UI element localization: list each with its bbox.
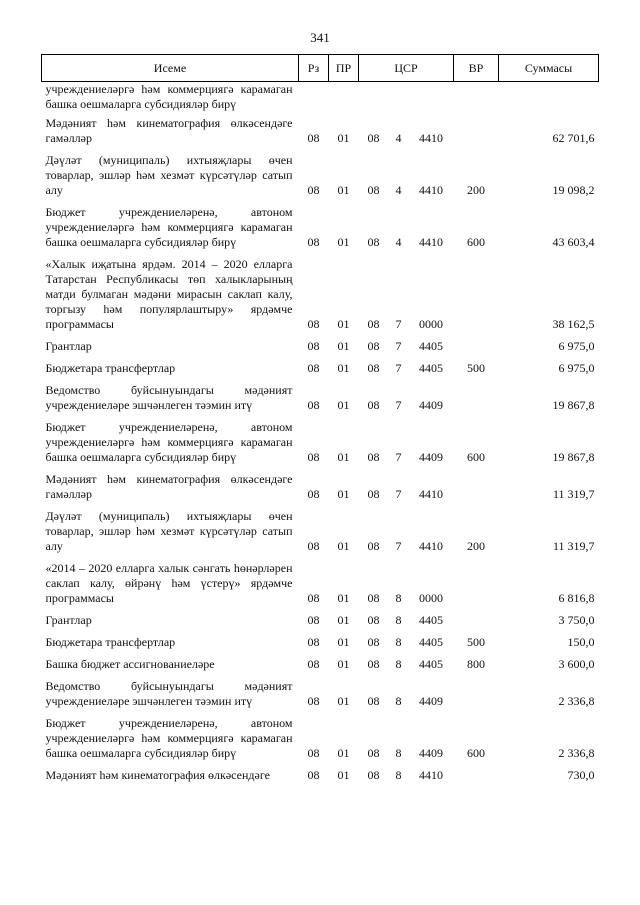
cell-csr-subprogram: 8 — [395, 635, 402, 649]
cell-name: «Халык иҗатына ярдәм. 2014 – 2020 елларга Татарстан Республикасы төп халыкларының матди булмаган мәдәни мирасын саклап калу, торгызу һәм популярлаштыру» ярдәмче программасы — [45, 257, 293, 331]
cell-vr: 200 — [467, 183, 486, 197]
cell-sum: 730,0 — [567, 768, 595, 782]
cell-csr-code: 0000 — [419, 317, 443, 331]
cell-csr-subprogram: 7 — [395, 317, 402, 331]
cell-name: Ведомство буйсынуындагы мәдәният учреждениеләре эшчәнлеген тәэмин итү — [45, 383, 293, 412]
cell-csr-code: 0000 — [419, 591, 443, 605]
cell-pr: 01 — [337, 635, 350, 649]
cell-csr-program: 08 — [367, 183, 380, 197]
cell-name: Бюджетара трансфертлар — [45, 361, 176, 375]
cell-name: Мәдәният һәм кинематография өлкәсендәге гамәлләр — [45, 116, 293, 145]
budget-table — [41, 54, 599, 786]
cell-csr-code: 4409 — [419, 694, 443, 708]
cell-csr-subprogram: 8 — [395, 768, 402, 782]
cell-name: Дәүләт (муниципаль) ихтыяҗлары өчен товарлар, эшләр һәм хезмәт күрсәтүләр сатып алу — [45, 153, 293, 197]
cell-name: Бюджет учреждениеләренә, автоном учреждениеләргә һәм коммерциягә карамаган башка оешмаларга субсидияләр бирү — [45, 716, 293, 760]
cell-csr-subprogram: 8 — [395, 591, 402, 605]
cell-pr: 01 — [337, 235, 350, 249]
cell-pr: 01 — [337, 487, 350, 501]
cell-sum: 38 162,5 — [552, 317, 595, 331]
cell-name: Бюджет учреждениеләренә, автоном учреждениеләргә һәм коммерциягә карамаган башка оешмаларга субсидияләр бирү — [45, 205, 293, 249]
table-row — [42, 82, 599, 113]
table-row — [42, 609, 599, 631]
cell-pr: 01 — [337, 613, 350, 627]
cell-csr-subprogram: 4 — [395, 183, 402, 197]
cell-sum: 19 098,2 — [552, 183, 595, 197]
cell-csr-code: 4405 — [419, 361, 443, 375]
cell-vr — [454, 335, 499, 357]
cell-csr-program: 08 — [367, 235, 380, 249]
cell-name: Грантлар — [45, 339, 92, 353]
cell-csr-code: 4410 — [419, 768, 443, 782]
cell-sum: 3 750,0 — [558, 613, 595, 627]
cell-name: «2014 – 2020 елларга халык сәнгать һөнәрләрен саклап калу, өйрәнү һәм үстерү» ярдәмче программасы — [45, 561, 293, 605]
cell-csr-program: 08 — [367, 591, 380, 605]
cell-csr-subprogram: 4 — [395, 131, 402, 145]
cell-name: Ведомство буйсынуындагы мәдәният учреждениеләре эшчәнлеген тәэмин итү — [45, 679, 293, 708]
cell-sum — [499, 82, 599, 113]
cell-rz: 08 — [307, 183, 320, 197]
cell-csr-program: 08 — [367, 657, 380, 671]
cell-name: Мәдәният һәм кинематография өлкәсендәге гамәлләр — [45, 472, 293, 501]
cell-vr — [454, 675, 499, 712]
header-rz: Рз — [299, 55, 329, 82]
cell-vr: 600 — [467, 746, 486, 760]
cell-rz: 08 — [307, 539, 320, 553]
cell-pr: 01 — [337, 657, 350, 671]
cell-csr-subprogram: 7 — [395, 487, 402, 501]
cell-pr: 01 — [337, 361, 350, 375]
cell-rz: 08 — [307, 746, 320, 760]
cell-pr: 01 — [337, 591, 350, 605]
cell-sum: 11 319,7 — [552, 539, 595, 553]
cell-vr — [454, 253, 499, 335]
cell-sum: 6 816,8 — [558, 591, 595, 605]
cell-pr: 01 — [337, 183, 350, 197]
cell-vr: 800 — [467, 657, 486, 671]
cell-sum: 19 867,8 — [552, 398, 595, 412]
cell-pr: 01 — [337, 317, 350, 331]
cell-rz: 08 — [307, 235, 320, 249]
header-csr: ЦСР — [359, 55, 454, 82]
table-row — [42, 149, 599, 201]
cell-vr — [454, 82, 499, 113]
cell-rz: 08 — [307, 398, 320, 412]
cell-name: Дәүләт (муниципаль) ихтыяҗлары өчен товарлар, эшләр һәм хезмәт күрсәтүләр сатып алу — [45, 509, 293, 553]
table-row — [42, 253, 599, 335]
cell-vr: 500 — [467, 361, 486, 375]
cell-sum: 150,0 — [567, 635, 595, 649]
cell-vr — [454, 557, 499, 609]
table-body — [42, 82, 599, 787]
cell-vr — [454, 764, 499, 786]
cell-vr — [454, 379, 499, 416]
cell-rz: 08 — [307, 694, 320, 708]
cell-rz: 08 — [307, 613, 320, 627]
cell-sum: 6 975,0 — [558, 361, 595, 375]
cell-csr-program: 08 — [367, 768, 380, 782]
cell-rz: 08 — [307, 635, 320, 649]
cell-csr-subprogram: 7 — [395, 450, 402, 464]
cell-sum: 6 975,0 — [558, 339, 595, 353]
cell-sum: 2 336,8 — [558, 694, 595, 708]
page-number: 341 — [310, 30, 330, 45]
table-row — [42, 201, 599, 253]
cell-csr-program: 08 — [367, 487, 380, 501]
cell-name: Грантлар — [45, 613, 92, 627]
cell-csr-subprogram: 7 — [395, 398, 402, 412]
cell-csr-code: 4409 — [419, 398, 443, 412]
cell-vr: 200 — [467, 539, 486, 553]
table-row — [42, 764, 599, 786]
cell-rz: 08 — [307, 339, 320, 353]
cell-name: Башка бюджет ассигнованиеләре — [45, 657, 215, 671]
header-pr: ПР — [329, 55, 359, 82]
cell-csr-subprogram: 8 — [395, 746, 402, 760]
table-row — [42, 631, 599, 653]
cell-csr-subprogram: 7 — [395, 339, 402, 353]
cell-csr-code: 4410 — [419, 183, 443, 197]
table-row — [42, 712, 599, 764]
table-row — [42, 379, 599, 416]
cell-rz: 08 — [307, 591, 320, 605]
cell-rz: 08 — [307, 657, 320, 671]
cell-csr-subprogram: 4 — [395, 235, 402, 249]
cell-sum: 62 701,6 — [552, 131, 595, 145]
cell-rz: 08 — [307, 450, 320, 464]
cell-pr: 01 — [337, 339, 350, 353]
table-row — [42, 335, 599, 357]
cell-csr-subprogram — [389, 82, 409, 113]
cell-rz: 08 — [307, 317, 320, 331]
table-row — [42, 416, 599, 468]
table-row — [42, 557, 599, 609]
cell-csr-code: 4405 — [419, 657, 443, 671]
header-name: Исеме — [42, 55, 299, 82]
cell-csr-program: 08 — [367, 746, 380, 760]
table-row — [42, 112, 599, 149]
cell-csr-program: 08 — [367, 361, 380, 375]
cell-vr — [454, 112, 499, 149]
cell-csr-program — [359, 82, 389, 113]
cell-csr-code: 4410 — [419, 235, 443, 249]
header-vr: ВР — [454, 55, 499, 82]
cell-sum: 11 319,7 — [552, 487, 595, 501]
cell-csr-subprogram: 8 — [395, 613, 402, 627]
cell-csr-code: 4405 — [419, 613, 443, 627]
cell-csr-program: 08 — [367, 317, 380, 331]
table-row — [42, 653, 599, 675]
cell-name: Мәдәният һәм кинематография өлкәсендәге — [45, 768, 270, 782]
table-row — [42, 468, 599, 505]
cell-sum: 19 867,8 — [552, 450, 595, 464]
cell-csr-code: 4410 — [419, 131, 443, 145]
table-header-row — [42, 55, 599, 82]
cell-name: Бюджет учреждениеләренә, автоном учреждениеләргә һәм коммерциягә карамаган башка оешмаларга субсидияләр бирү — [45, 420, 293, 464]
cell-csr-program: 08 — [367, 613, 380, 627]
cell-csr-code: 4405 — [419, 339, 443, 353]
header-sum: Суммасы — [499, 55, 599, 82]
cell-vr — [454, 468, 499, 505]
cell-rz: 08 — [307, 361, 320, 375]
cell-pr: 01 — [337, 694, 350, 708]
cell-csr-program: 08 — [367, 539, 380, 553]
cell-csr-code: 4410 — [419, 539, 443, 553]
cell-pr: 01 — [337, 768, 350, 782]
table-row — [42, 505, 599, 557]
cell-csr-code: 4409 — [419, 450, 443, 464]
cell-csr-subprogram: 7 — [395, 539, 402, 553]
cell-csr-subprogram: 7 — [395, 361, 402, 375]
cell-vr: 500 — [467, 635, 486, 649]
cell-csr-program: 08 — [367, 635, 380, 649]
cell-csr-code: 4405 — [419, 635, 443, 649]
cell-name: учреждениеләргә һәм коммерциягә карамаган башка оешмаларга субсидияләр бирү — [45, 82, 293, 111]
cell-csr-subprogram: 8 — [395, 657, 402, 671]
cell-pr — [329, 82, 359, 113]
cell-name: Бюджетара трансфертлар — [45, 635, 176, 649]
cell-rz: 08 — [307, 768, 320, 782]
cell-vr — [454, 609, 499, 631]
cell-csr-subprogram: 8 — [395, 694, 402, 708]
cell-csr-code: 4410 — [419, 487, 443, 501]
cell-csr-code — [409, 82, 454, 113]
cell-rz — [299, 82, 329, 113]
cell-sum: 43 603,4 — [552, 235, 595, 249]
cell-csr-program: 08 — [367, 398, 380, 412]
cell-rz: 08 — [307, 131, 320, 145]
cell-pr: 01 — [337, 131, 350, 145]
cell-sum: 2 336,8 — [558, 746, 595, 760]
cell-vr: 600 — [467, 235, 486, 249]
cell-pr: 01 — [337, 539, 350, 553]
table-row — [42, 675, 599, 712]
cell-sum: 3 600,0 — [558, 657, 595, 671]
cell-vr: 600 — [467, 450, 486, 464]
cell-pr: 01 — [337, 450, 350, 464]
cell-csr-program: 08 — [367, 339, 380, 353]
cell-csr-code: 4409 — [419, 746, 443, 760]
cell-csr-program: 08 — [367, 694, 380, 708]
table-row — [42, 357, 599, 379]
cell-pr: 01 — [337, 398, 350, 412]
cell-csr-program: 08 — [367, 131, 380, 145]
cell-csr-program: 08 — [367, 450, 380, 464]
cell-rz: 08 — [307, 487, 320, 501]
cell-pr: 01 — [337, 746, 350, 760]
